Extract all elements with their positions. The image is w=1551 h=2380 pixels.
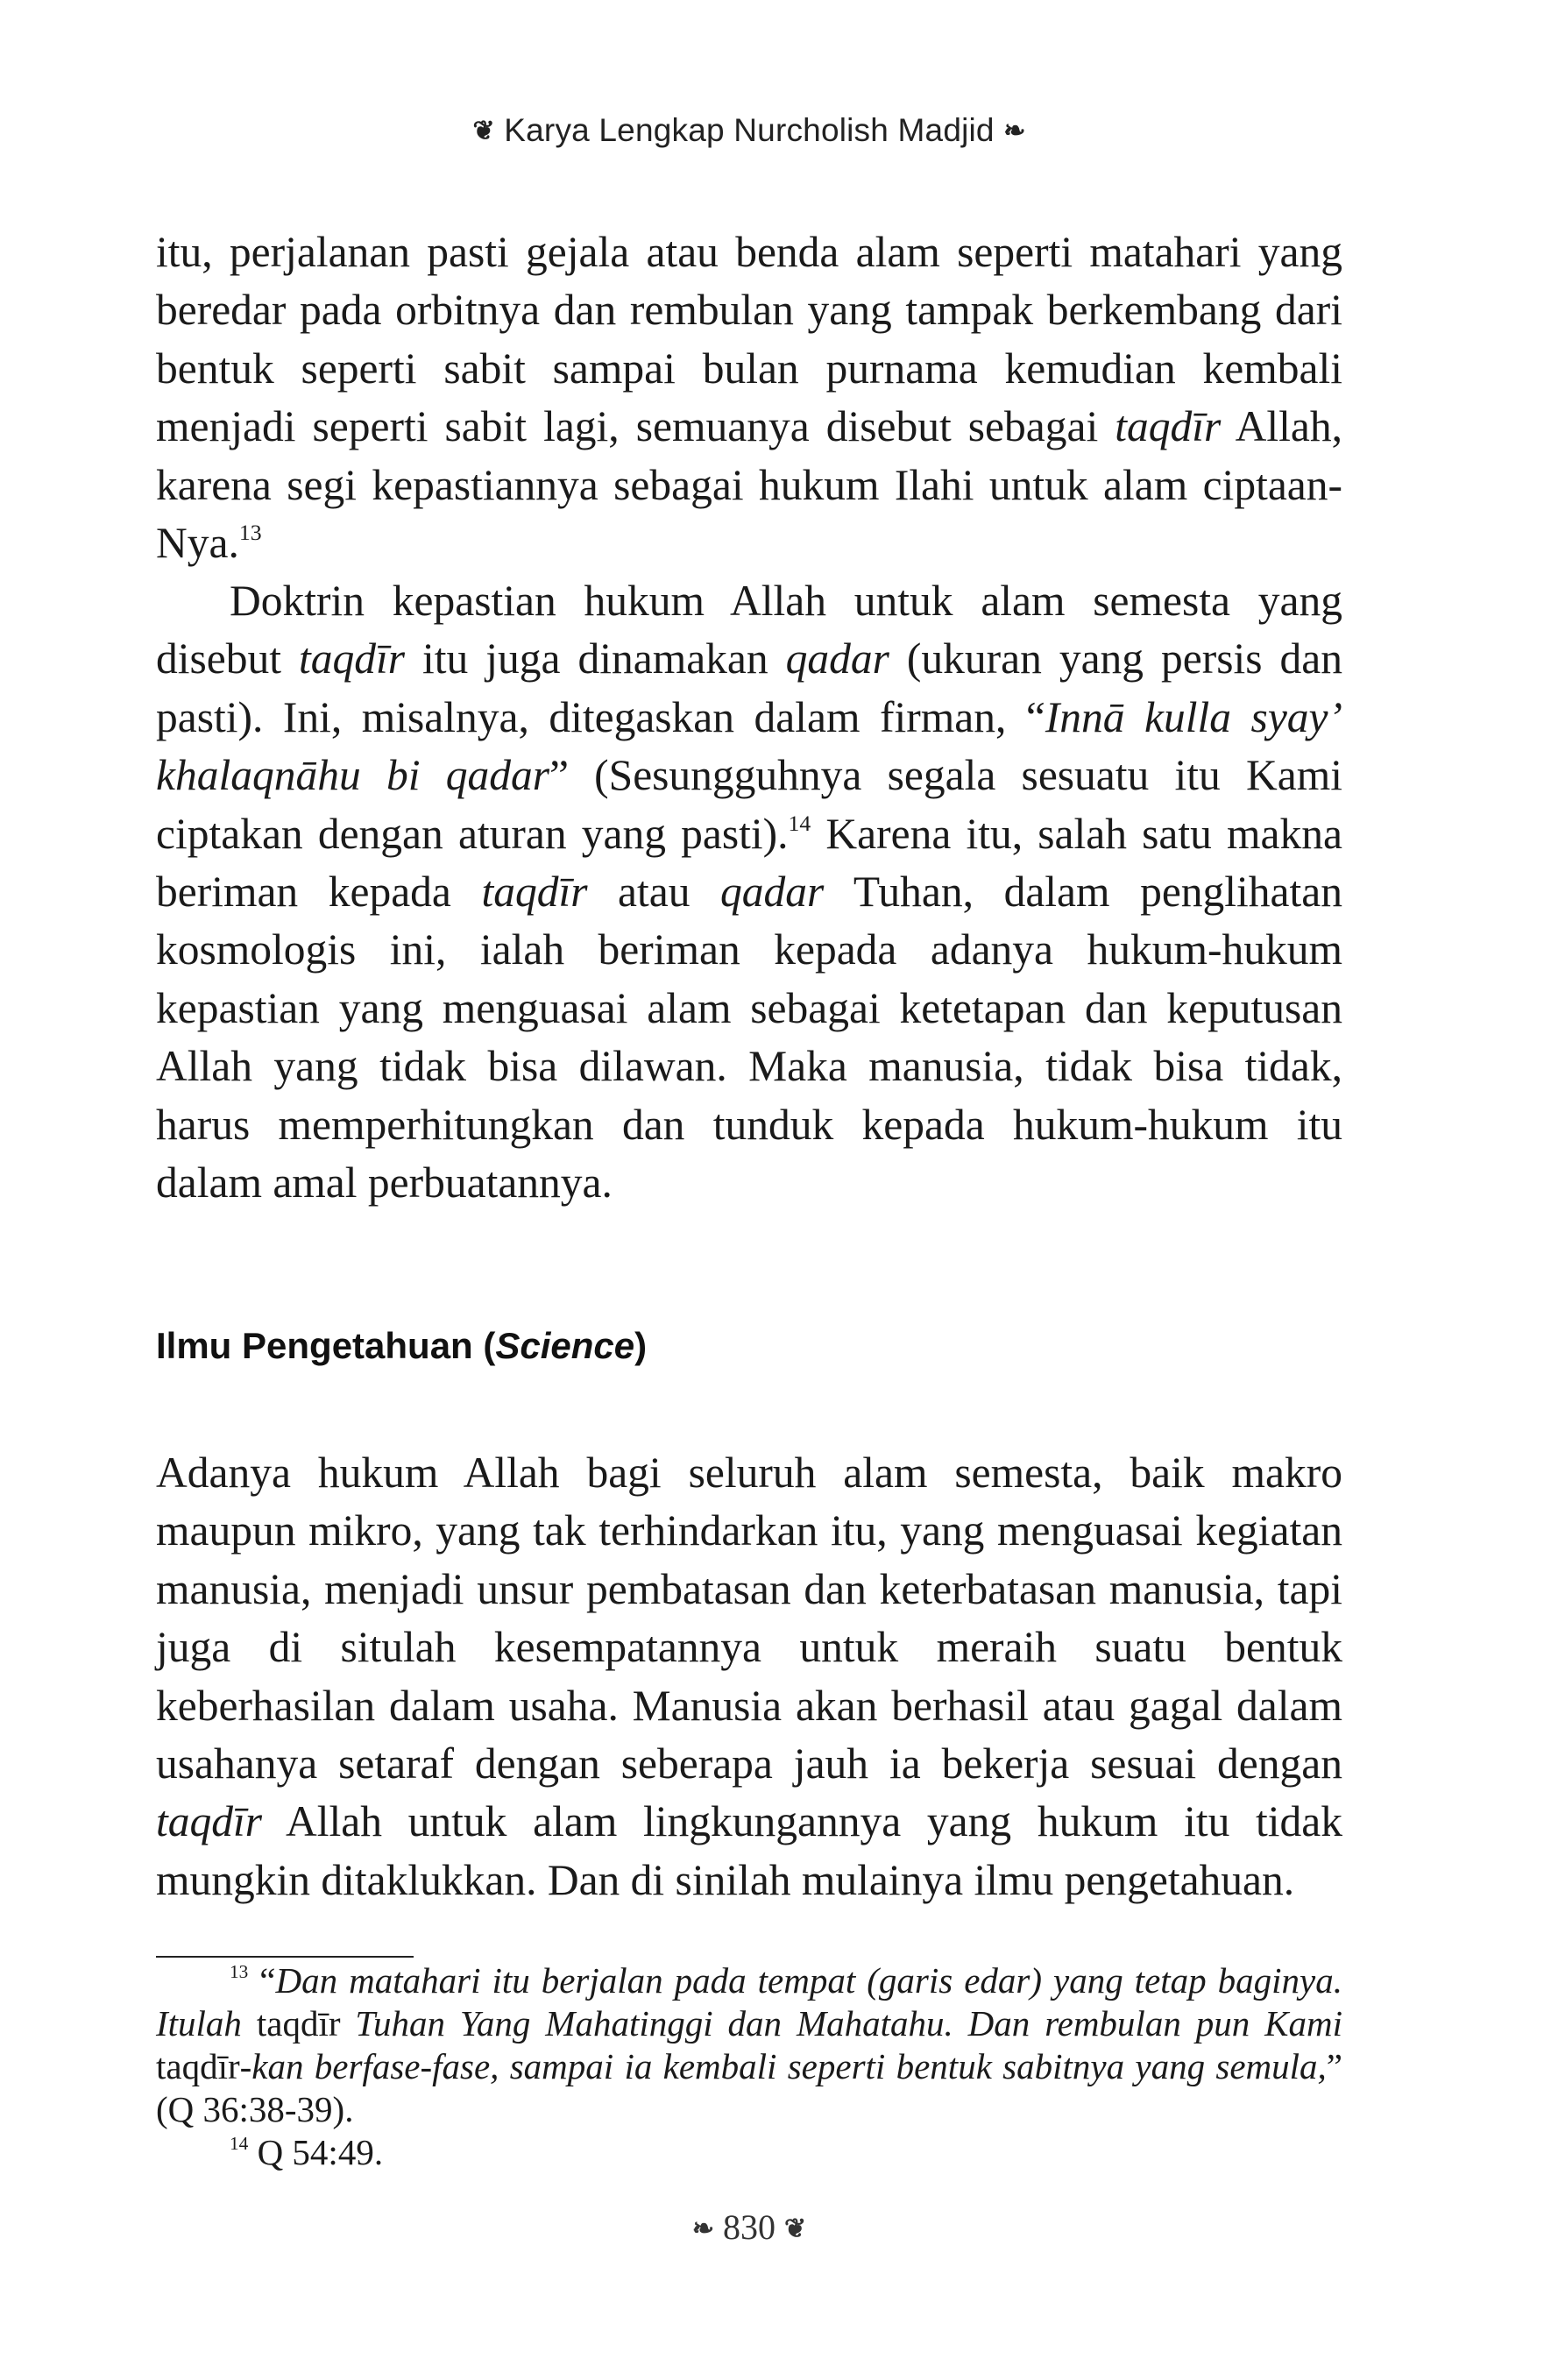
- left-fleuron-icon: ❦: [472, 116, 495, 146]
- page-number: [156, 2206, 1342, 2248]
- running-head-title: Karya Lengkap Nurcholish Madjid: [504, 112, 995, 148]
- paragraph-2-text-a: Doktrin kepastian hukum Allah untuk alam semesta yang disebut: [156, 577, 1342, 684]
- right-fleuron-icon: ❧: [1003, 116, 1026, 146]
- section-heading-text: Ilmu Pengetahuan (: [156, 1325, 496, 1366]
- section-heading: [156, 1325, 647, 1367]
- footnote-ref-13[interactable]: 13: [238, 519, 262, 545]
- footnote-citation: Q 54:49.: [248, 2132, 384, 2172]
- paragraph-1: [156, 223, 1342, 572]
- footnote-italic: Tuhan Yang Mahatinggi dan Mahatahu. Dan rembulan pun Kami: [355, 2003, 1342, 2044]
- term-taqdir: taqdīr: [156, 1797, 263, 1846]
- footnote-citation: ” (Q 36:38-39).: [156, 2046, 1342, 2129]
- footnote-number: 14: [230, 2133, 249, 2155]
- footnote-14: [156, 2131, 1342, 2174]
- section-heading-close: ): [634, 1325, 648, 1366]
- running-head: [156, 112, 1342, 149]
- footnote-ref-14[interactable]: 14: [788, 810, 811, 836]
- paragraph-2-text-f: atau: [587, 868, 721, 917]
- term-taqdir: taqdīr: [298, 634, 406, 684]
- section-heading-italic: Science: [495, 1325, 635, 1366]
- footnote-text: taqdīr: [156, 2046, 240, 2086]
- footnote-text: taqdīr: [241, 2003, 356, 2044]
- paragraph-1-text-b: Allah, karena segi kepastiannya sebagai hukum Ilahi untuk alam ciptaan-Nya.: [156, 402, 1342, 568]
- footnote-italic: Dan matahari itu berjalan pada tempat (garis edar) yang tetap baginya. Itulah: [156, 1960, 1342, 2044]
- paragraph-2: [156, 572, 1342, 1212]
- paragraph-2-text-e: Karena itu, salah satu makna beriman kepada: [156, 809, 1342, 917]
- footnote-divider: [156, 1956, 414, 1958]
- term-qadar: qadar: [785, 634, 889, 684]
- paragraph-3: [156, 1444, 1342, 1909]
- paragraph-2-text-c: (ukuran yang persis dan pasti). Ini, misalnya, ditegaskan dalam firman, “: [156, 634, 1342, 741]
- paragraph-2-text-g: Tuhan, dalam penglihatan kosmologis ini, ialah beriman kepada adanya hukum-hukum kepastian yang menguasai alam sebagai ketetapan dan keputusan Allah yang tidak bisa dilawan. Maka manusia, tidak bisa tidak, harus memperhitungkan dan tunduk kepada hukum-hukum itu dalam amal perbuatannya.: [156, 868, 1342, 1208]
- paragraph-2-text-d: ” (Sesungguhnya segala sesuatu itu Kami ciptakan dengan aturan yang pasti).: [156, 751, 1342, 858]
- footnote-text: “: [248, 1960, 276, 2001]
- paragraph-3-text-b: Allah untuk alam lingkungannya yang hukum itu tidak mungkin ditaklukkan. Dan di sinilah mulainya ilmu pengetahuan.: [156, 1797, 1342, 1904]
- term-taqdir: taqdīr: [1115, 402, 1222, 451]
- paragraph-2-text-b: itu juga dinamakan: [405, 634, 786, 684]
- footnote-13: [156, 1959, 1342, 2131]
- paragraph-1-text-a: itu, perjalanan pasti gejala atau benda alam seperti matahari yang beredar pada orbitnya dan rembulan yang tampak berkembang dari bentuk seperti sabit sampai bulan purnama kemudian kembali menjadi seperti sabit lagi, semuanya disebut sebagai: [156, 228, 1342, 451]
- right-fleuron-icon: ❦: [784, 2214, 807, 2244]
- page-number-value: 830: [723, 2207, 776, 2247]
- term-qadar: qadar: [720, 868, 825, 917]
- footnote-italic: -kan berfase-fase, sampai ia kembali seperti bentuk sabitnya yang semula,: [239, 2046, 1327, 2086]
- quran-transliteration: Innā kulla syay’ khalaqnāhu bi qadar: [156, 692, 1342, 800]
- left-fleuron-icon: ❧: [691, 2214, 714, 2244]
- footnotes: [156, 1959, 1342, 2174]
- footnote-number: 13: [230, 1961, 249, 1983]
- term-taqdir: taqdīr: [481, 868, 588, 917]
- paragraph-3-text-a: Adanya hukum Allah bagi seluruh alam semesta, baik makro maupun mikro, yang tak terhindarkan itu, yang menguasai kegiatan manusia, menjadi unsur pembatasan dan keterbatasan manusia, tapi juga di situlah kesempatannya untuk meraih suatu bentuk keberhasilan dalam usaha. Manusia akan berhasil atau gagal dalam usahanya setaraf dengan seberapa jauh ia bekerja sesuai dengan: [156, 1449, 1342, 1789]
